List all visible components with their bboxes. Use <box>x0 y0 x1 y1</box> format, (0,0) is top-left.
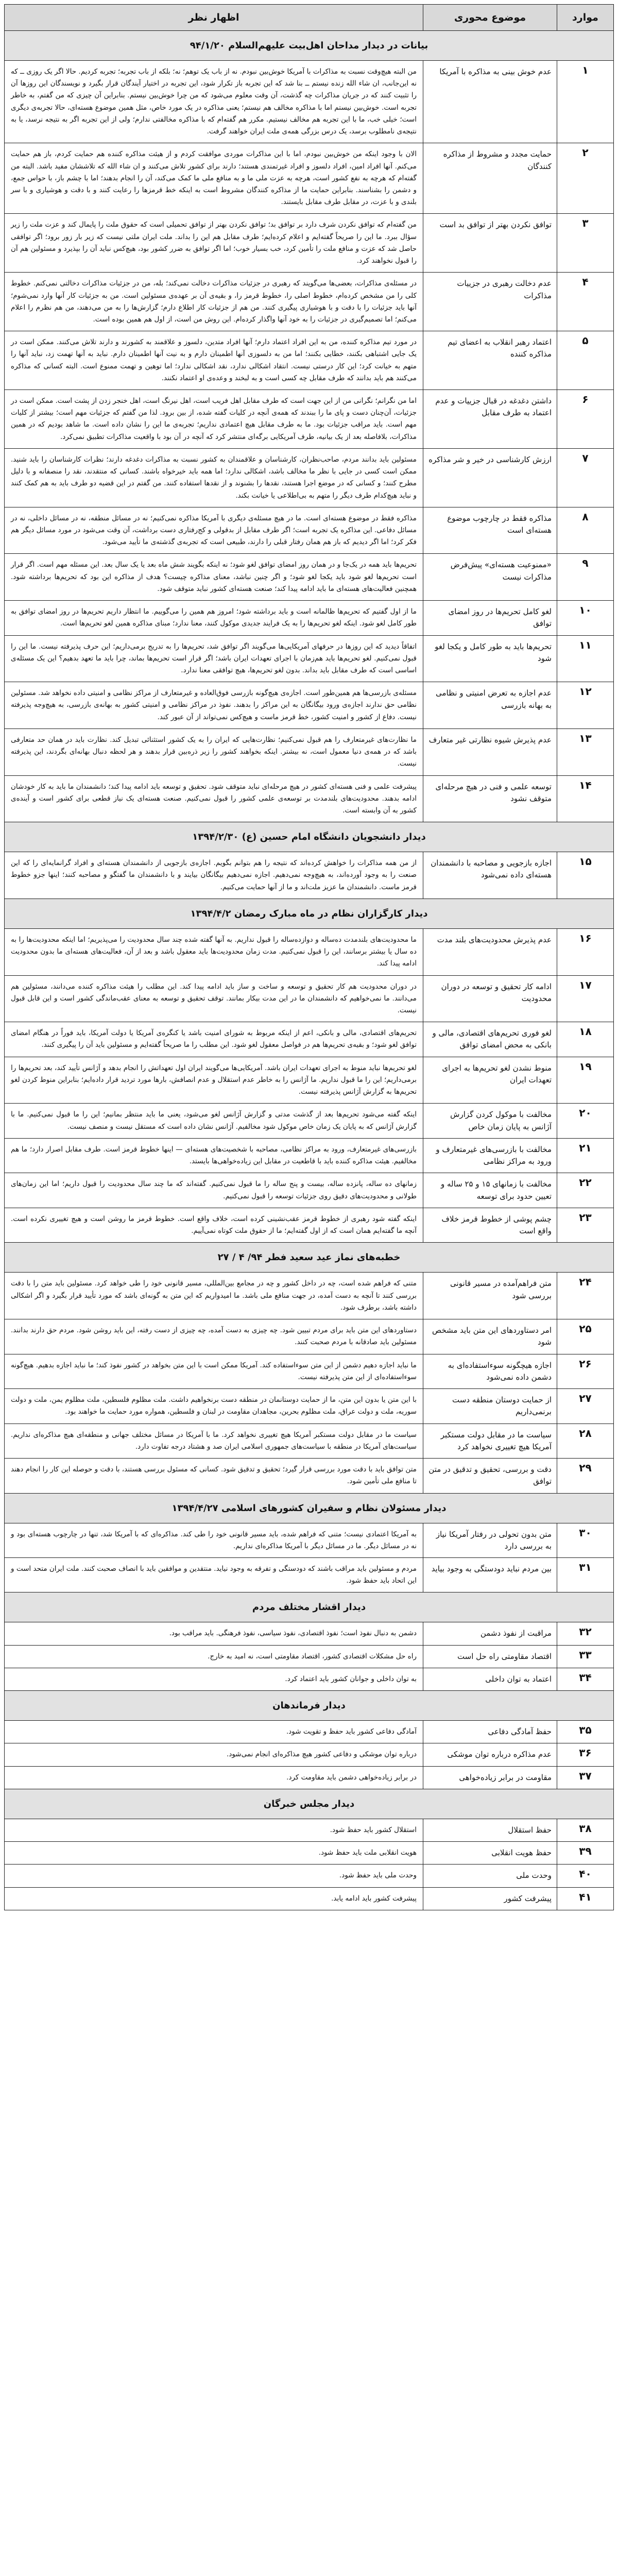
row-topic: بین مردم نباید دودستگی به وجود بیاید <box>423 1558 557 1592</box>
row-number: ۹ <box>557 554 614 601</box>
table-row <box>5 1645 614 1668</box>
row-number: ۳۵ <box>557 1721 614 1743</box>
table-row <box>5 1423 614 1459</box>
row-statement: اینکه گفته شود رهبری از خطوط قرمز عقب‌نشینی کرده است، خلاف واقع است. خطوط قرمز ما روشن است و هیچ تغییری نکرده است. آنچه ما گفته‌ایم همان است که از اول گفته‌ایم؛ ما از حقوق ملت کوتاه نمی‌آییم. <box>5 1208 423 1243</box>
row-number: ۲۹ <box>557 1459 614 1494</box>
row-statement: متن توافق باید با دقت مورد بررسی قرار گیرد؛ تحقیق و تدقیق شود. کسانی که مسئول بررسی هستند، با دقت و حوصله این کار را انجام دهند تا منافع ملی تأمین شود. <box>5 1459 423 1494</box>
row-number: ۱۸ <box>557 1022 614 1057</box>
table-row <box>5 1389 614 1424</box>
section-title: دیدار مسئولان نظام و سفیران کشورهای اسلامی ۱۳۹۴/۴/۲۷ <box>5 1493 614 1523</box>
row-number: ۲۷ <box>557 1389 614 1424</box>
row-statement: لغو تحریم‌ها نباید منوط به اجرای تعهدات ایران باشد. آمریکایی‌ها می‌گویند ایران اول تعهداتش را انجام بدهد و آژانس تأیید کند، بعد تحریم‌ها را برمی‌داریم؛ این را ما قبول نداریم. ما آژانس را به خاطر عدم استقلال و عدم انصافش، بارها مورد تردید قرار داده‌ایم؛ بنابراین منوط کردن لغو تحریم‌ها به گزارش آژانس پذیرفته نیست. <box>5 1057 423 1104</box>
row-number: ۱۷ <box>557 975 614 1022</box>
row-topic: مذاکره فقط در چارچوب موضوع هسته‌ای است <box>423 507 557 554</box>
row-statement: راه حل مشکلات اقتصادی کشور، اقتصاد مقاومتی است، نه امید به خارج. <box>5 1645 423 1668</box>
row-topic: منوط نشدن لغو تحریم‌ها به اجرای تعهدات ایران <box>423 1057 557 1104</box>
row-statement: تحریم‌ها باید همه در یک‌جا و در همان روز امضای توافق لغو شود؛ نه اینکه بگویند شش ماه بعد یا یک سال بعد. این مسئله مهم است. اگر قرار است تحریم‌ها لغو شود باید یکجا لغو شود؛ و اگر چنین نباشد، معنای مذاکره چیست؟ هدف از مذاکره این بود که تحریم‌ها برداشته شود. همچنین فعالیت‌های هسته‌ای ما باید ادامه پیدا کند؛ صنعت هسته‌ای کشور نباید متوقف شود. <box>5 554 423 601</box>
row-topic: توسعه علمی و فنی در هیچ مرحله‌ای متوقف نشود <box>423 775 557 822</box>
row-statement: مسئولین باید بدانند مردم، صاحب‌نظران، کارشناسان و علاقمندان به کشور نسبت به مذاکرات دغدغه دارند؛ نظرات کارشناسان را باید شنید. ممکن است کسی در جایی با نظر ما مخالف باشد، اشکالی ندارد؛ اما همه باید خیرخواه باشند. کسانی که منتقدند، نقد را منصفانه و با دلیل مطرح کنند؛ و کسانی که در موضع اجرا هستند، نقدها را بشنوند و از نقدها استفاده کنند. من گفتم در این قضیه دو طرف باید به هم کمک کنند و نباید هیچ‌کدام طرف دیگر را متهم به بی‌اطلاعی یا خیانت بکند. <box>5 448 423 507</box>
header-number: موارد <box>557 5 614 31</box>
row-statement: به توان داخلی و جوانان کشور باید اعتماد کرد. <box>5 1668 423 1690</box>
row-number: ۸ <box>557 507 614 554</box>
table-row <box>5 1138 614 1173</box>
statements-table <box>4 4 614 1910</box>
row-number: ۴۱ <box>557 1887 614 1910</box>
row-statement: از من همه مذاکرات را خواهش کرده‌اند که نتیجه را هم بتوانم بگویم. اجازه‌ی بازجویی از دانشمندان هسته‌ای و افراد گرانمایه‌ای را که این صنعت را به وجود آورده‌اند، به هیچ‌وجه نمی‌دهیم. اجازه نمی‌دهیم بیگانگان بیایند و با دانشمندان ما گفتگو و مصاحبه کنند؛ اینها جزو خطوط قرمز ماست. دانشمندان ما عزیز ملت‌اند و ما از آنها حمایت می‌کنیم. <box>5 852 423 899</box>
row-topic: داشتن دغدغه در قبال جزییات و عدم اعتماد به طرف مقابل <box>423 390 557 449</box>
row-number: ۱۶ <box>557 928 614 975</box>
row-statement: سیاست ما در مقابل دولت مستکبر آمریکا هیچ تغییری نخواهد کرد. ما با آمریکا در مسائل مختلف جهانی و منطقه‌ای هیچ مذاکره‌ای نداریم. سیاست‌های آمریکا در منطقه با سیاست‌های جمهوری اسلامی ایران صد و هشتاد درجه تفاوت دارد. <box>5 1423 423 1459</box>
table-row <box>5 1558 614 1592</box>
row-topic: مراقبت از نفوذ دشمن <box>423 1622 557 1645</box>
header-topic: موضوع محوری <box>423 5 557 31</box>
row-topic: لغو کامل تحریم‌ها در روز امضای توافق <box>423 601 557 636</box>
row-topic: اقتصاد مقاومتی راه حل است <box>423 1645 557 1668</box>
row-topic: اجازه بازجویی و مصاحبه با دانشمندان هسته‌ای داده نمی‌شود <box>423 852 557 899</box>
row-number: ۱۱ <box>557 635 614 682</box>
row-number: ۲۰ <box>557 1104 614 1139</box>
row-statement: در مورد تیم مذاکره کننده، من به این افراد اعتماد دارم؛ آنها افراد متدین، دلسوز و علاقمند به کشورند و دارند تلاش می‌کنند. ممکن است در یک جایی اشتباهی بکنند، خطایی بکنند؛ اما من به دلسوزی آنها اطمینان دارم و به نیت آنها اطمینان دارم. نباید به آنها تهمت زد، نباید آنها را متهم به خیانت کرد؛ این کار درستی نیست. انتقاد اشکالی ندارد، نقد اشکالی ندارد؛ اما توهین و تهمت ممنوع است. البته کسانی که مذاکره می‌کنند هم باید بدانند که طرف مقابل چه کسی است و به لبخند و وعده‌ی او اعتماد نکنند. <box>5 331 423 390</box>
section-header-row <box>5 899 614 928</box>
table-header-row <box>5 5 614 31</box>
table-row <box>5 1173 614 1208</box>
table-row <box>5 975 614 1022</box>
row-number: ۲۶ <box>557 1354 614 1389</box>
row-number: ۱۹ <box>557 1057 614 1104</box>
row-topic: وحدت ملی <box>423 1865 557 1887</box>
row-topic: چشم پوشی از خطوط قرمز خلاف واقع است <box>423 1208 557 1243</box>
table-row <box>5 554 614 601</box>
row-statement: من البته هیچ‌وقت نسبت به مذاکرات با آمریکا خوش‌بین نبودم. نه از باب یک توهم؛ نه؛ بلکه از باب تجربه؛ تجربه کردیم. حالا اگر یک روزی ــ که نه این‌جانب، ان شاء الله زنده نیستم ــ بنا شد که این تجربه باز تکرار شود، این تجربه در اختیار آیندگان قرار بگیرد و نویسندگان این روزها آن را تثبیت کنند که در جریان مذاکرات چه گذشت، آن وقت معلوم می‌شود که من چرا خوش‌بین نیستم. بنابراین آن چیزی که من گفتم، به خاطر تجربه است. خوش‌بین نیستم اما با مذاکره مخالف هم نیستم؛ یعنی مذاکره در یک مورد خاص، مثل همین موضوع هسته‌ای، حالا تجربه‌ی دیگری است؛ خیلی خب، ما با این تجربه هم مخالف نیستیم. مکرر هم گفته‌ام که با مذاکره مخالفتی ندارم؛ ولی از این تجربه اگر به نتیجه نرسد، یا به نتیجه‌ی نامطلوب برسد، یک درس بزرگی همه‌ی ملت ایران خواهند گرفت. <box>5 61 423 143</box>
row-number: ۳۴ <box>557 1668 614 1690</box>
section-title: خطبه‌های نماز عید سعید فطر ۹۴/ ۴ / ۲۷ <box>5 1243 614 1273</box>
table-row <box>5 1819 614 1841</box>
row-topic: حفظ استقلال <box>423 1819 557 1841</box>
row-statement: ما از اول گفتیم که تحریم‌ها ظالمانه است و باید برداشته شود؛ امروز هم همین را می‌گوییم. ما انتظار داریم تحریم‌ها در روز امضای توافق به طور کامل لغو شود. اینکه لغو تحریم‌ها را به یک فرایند جدیدی موکول کنند، معنا ندارد؛ مبنای مذاکره همین لغو تحریم‌ها است. <box>5 601 423 636</box>
row-number: ۲۱ <box>557 1138 614 1173</box>
row-topic: مخالفت با موکول کردن گزارش آژانس به پایان زمان خاص <box>423 1104 557 1139</box>
row-topic: مخالفت با زمانهای ۱۵ و ۲۵ ساله و تعیین حدود برای توسعه <box>423 1173 557 1208</box>
section-title: دیدار کارگزاران نظام در ماه مبارک رمضان ۱۳۹۴/۴/۲ <box>5 899 614 928</box>
row-topic: عدم اجازه به تعرض امنیتی و نظامی به بهانه بازرسی <box>423 682 557 729</box>
section-title: دیدار دانشجویان دانشگاه امام حسین (ع) ۱۳۹۴/۲/۳۰ <box>5 822 614 852</box>
table-row <box>5 928 614 975</box>
table-row <box>5 273 614 331</box>
table-row <box>5 61 614 143</box>
row-statement: زمانهای ده ساله، پانزده ساله، بیست و پنج ساله را ما قبول نمی‌کنیم. گفته‌اند که ما چند سال محدودیت را قبول داریم؛ اما این زمان‌های طولانی و محدودیت‌های دقیق روی جزئیات توسعه را قبول نمی‌کنیم. <box>5 1173 423 1208</box>
row-statement: پیشرفت کشور باید ادامه یابد. <box>5 1887 423 1910</box>
row-statement: اینکه گفته می‌شود تحریم‌ها بعد از گذشت مدتی و گزارش آژانس لغو می‌شود، یعنی ما باید منتظر بمانیم؛ این را ما قبول نمی‌کنیم. ما با گزارش آژانس که به پایان یک زمان خاص موکول شود مخالفیم. آژانس نشان داده است که مستقل نیست و منصف نیست. <box>5 1104 423 1139</box>
row-topic: متن بدون تحولی در رفتار آمریکا نیاز به بررسی دارد <box>423 1523 557 1558</box>
row-statement: تحریم‌های اقتصادی، مالی و بانکی، اعم از اینکه مربوط به شورای امنیت باشد یا کنگره‌ی آمریکا یا دولت آمریکا، باید فوراً در هنگام امضای توافق لغو شود؛ و بقیه‌ی تحریم‌ها هم در فواصل معقول لغو شود. این مطلب را ما صریحاً گفته‌ایم و مسئولین باید آن را پیگیری کنند. <box>5 1022 423 1057</box>
row-number: ۳۷ <box>557 1766 614 1789</box>
table-row <box>5 214 614 273</box>
row-topic: امر دستاوردهای این متن باید مشخص شود <box>423 1319 557 1354</box>
row-statement: ما نظارت‌های غیرمتعارف را هم قبول نمی‌کنیم؛ نظارت‌هایی که ایران را به یک کشور استثنائی تبدیل کند. نظارت باید در همان حد متعارفی باشد که در همه‌ی دنیا معمول است، نه بیشتر. اینکه بخواهند کشور را زیر ذره‌بین قرار بدهند و هر لحظه دنبال بهانه‌ای بگردند، این پذیرفته نیست. <box>5 728 423 775</box>
table-row <box>5 1842 614 1865</box>
row-topic: از حمایت دوستان منطقه دست برنمی‌داریم <box>423 1389 557 1424</box>
row-topic: عدم مذاکره درباره توان موشکی <box>423 1743 557 1766</box>
table-body <box>5 31 614 1910</box>
row-statement: دشمن به دنبال نفوذ است؛ نفوذ اقتصادی، نفوذ سیاسی، نفوذ فرهنگی. باید مراقب بود. <box>5 1622 423 1645</box>
section-header-row <box>5 1243 614 1273</box>
section-title: بیانات در دیدار مداحان اهل‌بیت علیهم‌السلام ۹۴/۱/۲۰ <box>5 31 614 61</box>
row-topic: عدم پذیرش شیوه نظارتی غیر متعارف <box>423 728 557 775</box>
row-topic: حفظ هویت انقلابی <box>423 1842 557 1865</box>
row-statement: مسئله‌ی بازرسی‌ها هم همین‌طور است. اجازه‌ی هیچ‌گونه بازرسی فوق‌العاده و غیرمتعارف از مراکز نظامی و امنیتی داده نخواهد شد. مسئولین نظامی حق ندارند اجازه‌ی ورود بیگانگان به این مراکز را بدهند. نفوذ در مراکز نظامی و امنیتی کشور به بهانه‌ی بازرسی، به هیچ‌وجه پذیرفته نیست. دفاع از کشور و امنیت کشور، خط قرمز ماست و هیچ‌کس نمی‌تواند از آن عبور کند. <box>5 682 423 729</box>
row-statement: اتفاقاً دیدید که این روزها در حرفهای آمریکایی‌ها می‌گویند اگر توافق شد، تحریم‌ها را به تدریج برمی‌داریم؛ این حرف پذیرفته نیست. ما این را قبول نمی‌کنیم. لغو تحریم‌ها باید هم‌زمان با اجرای تعهدات ایران باشد؛ اگر قرار است تحریم‌ها بماند، چرا باید ما تعهد بدهیم؟ این یک مسئله‌ی اساسی است که طرف مقابل باید بداند. بدون لغو تحریم‌ها، هیچ توافقی معنا ندارد. <box>5 635 423 682</box>
table-row <box>5 1104 614 1139</box>
row-topic: حفظ آمادگی دفاعی <box>423 1721 557 1743</box>
row-topic: ارزش کارشناسی در خیر و شر مذاکره <box>423 448 557 507</box>
table-row <box>5 1208 614 1243</box>
row-topic: لغو فوری تحریم‌های اقتصادی، مالی و بانکی به محض امضای توافق <box>423 1022 557 1057</box>
row-statement: آمادگی دفاعی کشور باید حفظ و تقویت شود. <box>5 1721 423 1743</box>
row-number: ۲ <box>557 143 614 214</box>
row-number: ۱۳ <box>557 728 614 775</box>
row-number: ۳۳ <box>557 1645 614 1668</box>
table-row <box>5 682 614 729</box>
row-statement: استقلال کشور باید حفظ شود. <box>5 1819 423 1841</box>
section-title: دیدار مجلس خبرگان <box>5 1789 614 1819</box>
row-topic: متن فراهم‌آمده در مسیر قانونی بررسی شود <box>423 1273 557 1319</box>
table-row <box>5 1622 614 1645</box>
row-number: ۳۹ <box>557 1842 614 1865</box>
table-row <box>5 728 614 775</box>
row-topic: ادامه کار تحقیق و توسعه در دوران محدودیت <box>423 975 557 1022</box>
table-row <box>5 390 614 449</box>
row-topic: اجازه هیچگونه سوءاستفاده‌ای به دشمن داده نمی‌شود <box>423 1354 557 1389</box>
row-statement: به آمریکا اعتمادی نیست؛ متنی که فراهم شده، باید مسیر قانونی خود را طی کند. مذاکره‌ای که با آمریکا شد، تنها در چارچوب هسته‌ای بود و نه در مسائل دیگر. ما در مسائل دیگر با آمریکا مذاکره‌ای نداریم. <box>5 1523 423 1558</box>
row-number: ۱۵ <box>557 852 614 899</box>
table-row <box>5 1865 614 1887</box>
table-row <box>5 1743 614 1766</box>
row-topic: «ممنوعیت هسته‌ای» پیش‌فرض مذاکرات نیست <box>423 554 557 601</box>
row-topic: توافق نکردن بهتر از توافق بد است <box>423 214 557 273</box>
row-number: ۲۸ <box>557 1423 614 1459</box>
table-row <box>5 1721 614 1743</box>
row-statement: ما نباید اجازه دهیم دشمن از این متن سوءاستفاده کند. آمریکا ممکن است با این متن بخواهد در کشور نفوذ کند؛ ما نباید اجازه بدهیم. هیچ‌گونه سوءاستفاده‌ای از این متن پذیرفته نیست. <box>5 1354 423 1389</box>
row-statement: در برابر زیاده‌خواهی دشمن باید مقاومت کرد. <box>5 1766 423 1789</box>
row-topic: اعتماد به توان داخلی <box>423 1668 557 1690</box>
row-topic: تحریم‌ها باید به طور کامل و یکجا لغو شود <box>423 635 557 682</box>
row-statement: با این متن یا بدون این متن، ما از حمایت دوستانمان در منطقه دست برنخواهیم داشت. ملت مظلوم فلسطین، ملت مظلوم یمن، ملت و دولت سوریه، ملت و دولت عراق، ملت مظلوم بحرین، مجاهدان مقاومت در لبنان و فلسطین، همواره مورد حمایت ما خواهند بود. <box>5 1389 423 1424</box>
section-header-row <box>5 31 614 61</box>
row-statement: ما محدودیت‌های بلندمدت ده‌ساله و دوازده‌ساله را قبول نداریم. به آنها گفته شده چند سال محدودیت را می‌پذیریم؛ اما اینکه محدودیت‌ها را به ده سال یا بیشتر برسانند، این را قبول نمی‌کنیم. مدت زمان محدودیت‌ها باید معقول باشد و بعد از آن، فعالیت‌های هسته‌ای ما بدون محدودیت ادامه پیدا کند. <box>5 928 423 975</box>
row-topic: عدم پذیرش محدودیت‌های بلند مدت <box>423 928 557 975</box>
row-topic: عدم خوش بینی به مذاکره با آمریکا <box>423 61 557 143</box>
document-page <box>4 4 614 1910</box>
row-statement: الان با وجود اینکه من خوش‌بین نبودم، اما با این مذاکرات موردی موافقت کردم و از هیئت مذاکره کننده هم حمایت کردم، باز هم حمایت می‌کنم. آنها افراد امین، افراد دلسوز و افراد غیرتمندی هستند؛ دارند برای کشور تلاش می‌کنند و ان شاء الله که تلاششان مفید باشد. البته من گفته‌ام که هرچه به نفع کشور است، هرچه به عزت ملی ما و به منافع ملی ما کمک می‌کند، آن را انجام بدهند؛ اما با چشم باز، با حواس جمع، و دشمن را بشناسند. بنابراین حمایت ما از مذاکره کنندگان مشروط است به اینکه خط قرمزها را رعایت کنند و با دقت و هوشیاری و با سر بلندی و با عزت، در مقابل طرف مقابل بایستند. <box>5 143 423 214</box>
row-statement: وحدت ملی باید حفظ شود. <box>5 1865 423 1887</box>
row-number: ۳۸ <box>557 1819 614 1841</box>
table-row <box>5 1668 614 1690</box>
row-number: ۱۰ <box>557 601 614 636</box>
row-number: ۱۴ <box>557 775 614 822</box>
table-row <box>5 601 614 636</box>
table-row <box>5 852 614 899</box>
row-statement: مردم و مسئولین باید مراقب باشند که دودستگی و تفرقه به وجود نیاید. منتقدین و موافقین باید با انصاف صحبت کنند. ملت ایران متحد است و این اتحاد باید حفظ شود. <box>5 1558 423 1592</box>
table-row <box>5 143 614 214</box>
table-row <box>5 1523 614 1558</box>
row-topic: عدم دخالت رهبری در جزییات مذاکرات <box>423 273 557 331</box>
row-topic: دقت و بررسی، تحقیق و تدقیق در متن توافق <box>423 1459 557 1494</box>
row-number: ۳۱ <box>557 1558 614 1592</box>
table-row <box>5 507 614 554</box>
row-topic: پیشرفت کشور <box>423 1887 557 1910</box>
row-number: ۳۲ <box>557 1622 614 1645</box>
table-row <box>5 448 614 507</box>
table-row <box>5 331 614 390</box>
section-header-row <box>5 1493 614 1523</box>
row-number: ۳ <box>557 214 614 273</box>
header-statement: اظهار نظر <box>5 5 423 31</box>
row-number: ۲۵ <box>557 1319 614 1354</box>
row-topic: مخالفت با بازرسی‌های غیرمتعارف و ورود به مراکز نظامی <box>423 1138 557 1173</box>
row-topic: سیاست ما در مقابل دولت مستکبر آمریکا هیچ تغییری نخواهد کرد <box>423 1423 557 1459</box>
table-row <box>5 1354 614 1389</box>
table-row <box>5 1459 614 1494</box>
row-statement: در مسئله‌ی مذاکرات، بعضی‌ها می‌گویند که رهبری در جزئیات مذاکرات دخالت نمی‌کند؛ بله، من در جزئیات مذاکرات دخالتی نمی‌کنم. خطوط کلی را من مشخص کرده‌ام، خطوط اصلی را، خطوط قرمز را، و بقیه‌ی آن بر عهده‌ی مسئولین است. من به جزئیات کار آنها وارد نمی‌شوم؛ آنها باید جزئیات را با دقت و با هوشیاری پیگیری کنند. من هم از جزئیات کار اطلاع دارم؛ گزارش‌ها را به من می‌دهند، من هم نظرم را اعلام می‌کنم؛ اما تصمیم‌گیری در جزئیات را به خود آنها واگذار کرده‌ام. این روش من است، از اول هم همین بوده است. <box>5 273 423 331</box>
table-row <box>5 775 614 822</box>
row-number: ۲۴ <box>557 1273 614 1319</box>
section-title: دیدار فرماندهان <box>5 1691 614 1721</box>
table-row <box>5 1022 614 1057</box>
row-number: ۲۳ <box>557 1208 614 1243</box>
section-header-row <box>5 1789 614 1819</box>
table-row <box>5 1319 614 1354</box>
table-row <box>5 1766 614 1789</box>
row-statement: در دوران محدودیت هم کار تحقیق و توسعه و ساخت و ساز باید ادامه پیدا کند. این مطلب را هیئت مذاکره کننده می‌دانند، مسئولین هم می‌دانند. ما نمی‌خواهیم که دانشمندان ما در این مدت بیکار بمانند. توقف تحقیق و توسعه به معنای عقب‌ماندگی کشور است و این قابل قبول نیست. <box>5 975 423 1022</box>
row-statement: بازرسی‌های غیرمتعارف، ورود به مراکز نظامی، مصاحبه با شخصیت‌های هسته‌ای — اینها خطوط قرمز است. طرف مقابل اصرار دارد؛ ما هم مخالفیم. هیئت مذاکره کننده باید با قاطعیت در مقابل این زیاده‌خواهی‌ها بایستد. <box>5 1138 423 1173</box>
row-number: ۱۲ <box>557 682 614 729</box>
row-statement: پیشرفت علمی و فنی هسته‌ای کشور در هیچ مرحله‌ای نباید متوقف شود. تحقیق و توسعه باید ادامه پیدا کند؛ دانشمندان ما باید به کار خودشان ادامه بدهند. محدودیت‌های بلندمدت بر توسعه‌ی علمی کشور را قبول نمی‌کنیم. صنعت هسته‌ای یک نیاز قطعی برای کشور است و آینده‌ی کشور به آن وابسته است. <box>5 775 423 822</box>
section-header-row <box>5 1691 614 1721</box>
row-number: ۱ <box>557 61 614 143</box>
row-statement: اما من نگرانم؛ نگرانی من از این جهت است که طرف مقابل اهل فریب است، اهل نیرنگ است، اهل خنجر زدن از پشت است. ممکن است در جزئیات، آن‌چنان دست و پای ما را ببندند که همه‌ی آنچه در کلیات گفته شده، از بین برود. لذا من گفتم که جزئیات مهم است؛ بیشتر از کلیات مهم است. باید مراقب جزئیات بود. ما به طرف مقابل هیچ اعتمادی نداریم؛ تجربه‌ی ما این را نشان داده است. ما شاهد بودیم که در همین مذاکرات، بلافاصله بعد از یک بیانیه، طرف آمریکایی برگه‌ای منتشر کرد که آنچه در آن بود با واقعیت مذاکرات تطبیق نمی‌کرد. <box>5 390 423 449</box>
section-header-row <box>5 1592 614 1622</box>
row-number: ۵ <box>557 331 614 390</box>
row-statement: مذاکره فقط در موضوع هسته‌ای است. ما در هیچ مسئله‌ی دیگری با آمریکا مذاکره نمی‌کنیم؛ نه در مسائل منطقه، نه در مسائل داخلی، نه در مسائل دفاعی. این مذاکره یک تجربه است؛ اگر طرف مقابل از بدقولی و کج‌رفتاری دست برداشت، آن وقت می‌شود در مورد مسائل دیگر هم فکر کرد؛ اما اگر دیدیم که باز هم همان رفتار قبلی را دارند، طبیعی است که تجربه‌ی گذشته‌ی ما تأیید می‌شود. <box>5 507 423 554</box>
row-statement: من گفته‌ام که توافق نکردن شرف دارد بر توافق بد؛ توافق نکردن بهتر از توافق تحمیلی است که حقوق ملت را پایمال کند و عزت ملت را زیر سؤال ببرد. ما این را صریحاً گفته‌ایم و اعلام کرده‌ایم؛ طرف مقابل هم این را بداند. ملت ایران ملتی نیست که زیر بار زور برود؛ اگر توافقی حاصل شد که عزت و منافع ملت را تأمین کرد، خب بسیار خوب؛ اما اگر توافق به ضرر کشور بود، هیچ‌کس نباید آن را بپذیرد و مسئولین هم آن را قبول نخواهند کرد. <box>5 214 423 273</box>
row-number: ۴۰ <box>557 1865 614 1887</box>
row-number: ۳۰ <box>557 1523 614 1558</box>
section-header-row <box>5 822 614 852</box>
table-row <box>5 1057 614 1104</box>
table-row <box>5 1273 614 1319</box>
row-number: ۳۶ <box>557 1743 614 1766</box>
table-row <box>5 635 614 682</box>
row-statement: درباره توان موشکی و دفاعی کشور هیچ مذاکره‌ای انجام نمی‌شود. <box>5 1743 423 1766</box>
row-number: ۷ <box>557 448 614 507</box>
row-topic: حمایت مجدد و مشروط از مذاکره کنندگان <box>423 143 557 214</box>
row-topic: مقاومت در برابر زیاده‌خواهی <box>423 1766 557 1789</box>
row-number: ۴ <box>557 273 614 331</box>
row-topic: اعتماد رهبر انقلاب به اعضای تیم مذاکره کننده <box>423 331 557 390</box>
row-statement: متنی که فراهم شده است، چه در داخل کشور و چه در مجامع بین‌المللی، مسیر قانونی خود را طی خواهد کرد. مسئولین باید متن را با دقت بررسی کنند تا آنچه به دست آمده، در جهت منافع ملی باشد. ما امیدواریم که این متن به گونه‌ای باشد که مورد تأیید قرار بگیرد و اگر اشکالی داشته باشد، برطرف شود. <box>5 1273 423 1319</box>
row-statement: هویت انقلابی ملت باید حفظ شود. <box>5 1842 423 1865</box>
row-statement: دستاوردهای این متن باید برای مردم تبیین شود. چه چیزی به دست آمده، چه چیزی از دست رفته، این باید روشن شود. مردم حق دارند بدانند. مسئولین باید صادقانه با مردم صحبت کنند. <box>5 1319 423 1354</box>
section-title: دیدار اقشار مختلف مردم <box>5 1592 614 1622</box>
row-number: ۶ <box>557 390 614 449</box>
table-row <box>5 1887 614 1910</box>
row-number: ۲۲ <box>557 1173 614 1208</box>
